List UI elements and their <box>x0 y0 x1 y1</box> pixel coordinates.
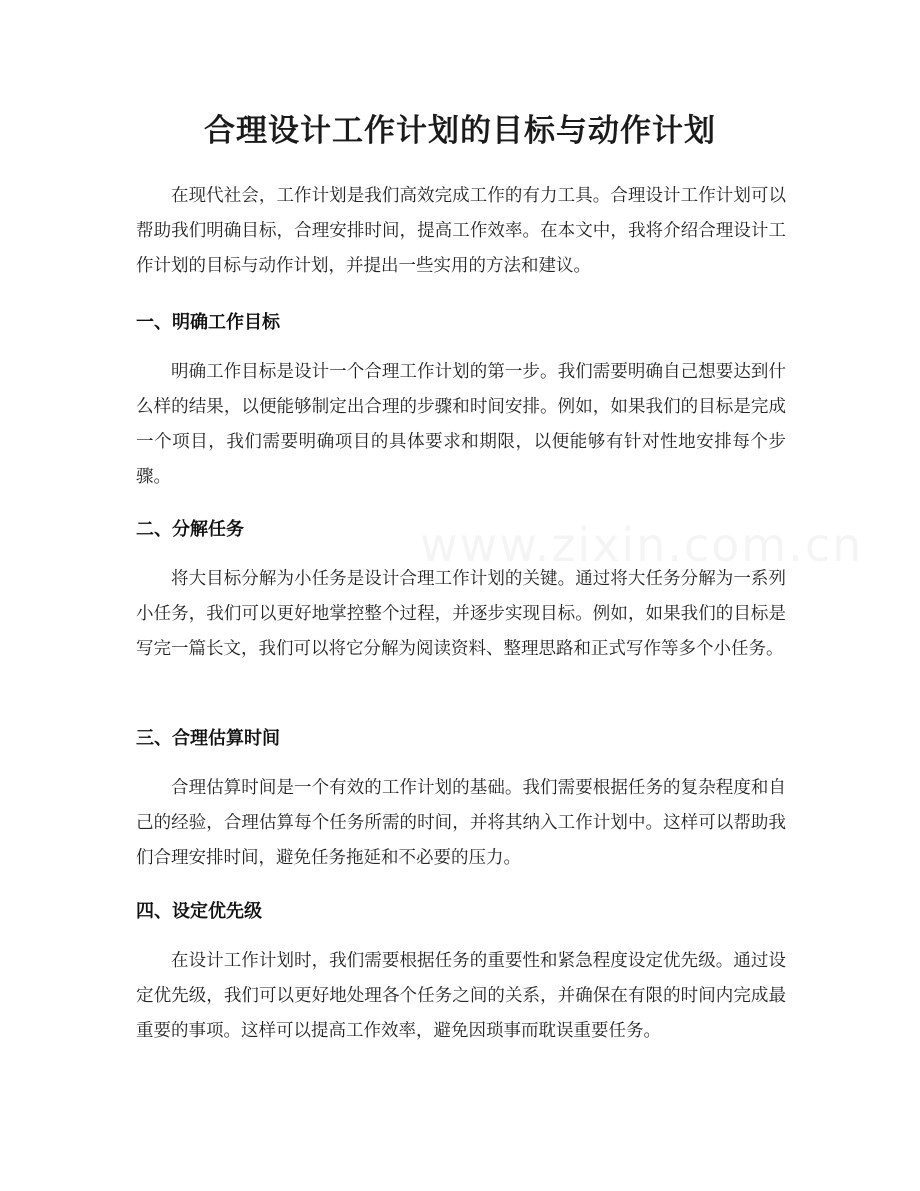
document-title: 合理设计工作计划的目标与动作计划 <box>204 113 716 149</box>
section-heading-3: 三、合理估算时间 <box>136 728 280 749</box>
section-heading-2: 二、分解任务 <box>136 519 244 540</box>
section-body-4: 在设计工作计划时，我们需要根据任务的重要性和紧急程度设定优先级。通过设定优先级，我们可以更好地处理各个任务之间的关系，并确保在有限的时间内完成最重要的事项。这样可以提高工作效率，避免因琐事而耽误重要任务。 <box>136 951 786 1041</box>
section-body-1: 明确工作目标是设计一个合理工作计划的第一步。我们需要明确自己想要达到什么样的结果，以便能够制定出合理的步骤和时间安排。例如，如果我们的目标是完成一个项目，我们需要明确项目的具体要求和期限，以便能够有针对性地安排每个步骤。 <box>136 362 786 487</box>
section-body-2: 将大目标分解为小任务是设计合理工作计划的关键。通过将大任务分解为一系列小任务，我们可以更好地掌控整个过程，并逐步实现目标。例如，如果我们的目标是写完一篇长文，我们可以将它分解为阅读资料、整理思路和正式写作等多个小任务。 <box>136 569 786 659</box>
section-heading-4: 四、设定优先级 <box>136 901 262 922</box>
intro-paragraph: 在现代社会，工作计划是我们高效完成工作的有力工具。合理设计工作计划可以帮助我们明确目标，合理安排时间，提高工作效率。在本文中，我将介绍合理设计工作计划的目标与动作计划，并提出一些实用的方法和建议。 <box>136 186 786 276</box>
section-heading-1: 一、明确工作目标 <box>136 312 280 333</box>
section-body-3: 合理估算时间是一个有效的工作计划的基础。我们需要根据任务的复杂程度和自己的经验，合理估算每个任务所需的时间，并将其纳入工作计划中。这样可以帮助我们合理安排时间，避免任务拖延和不必要的压力。 <box>136 778 786 868</box>
